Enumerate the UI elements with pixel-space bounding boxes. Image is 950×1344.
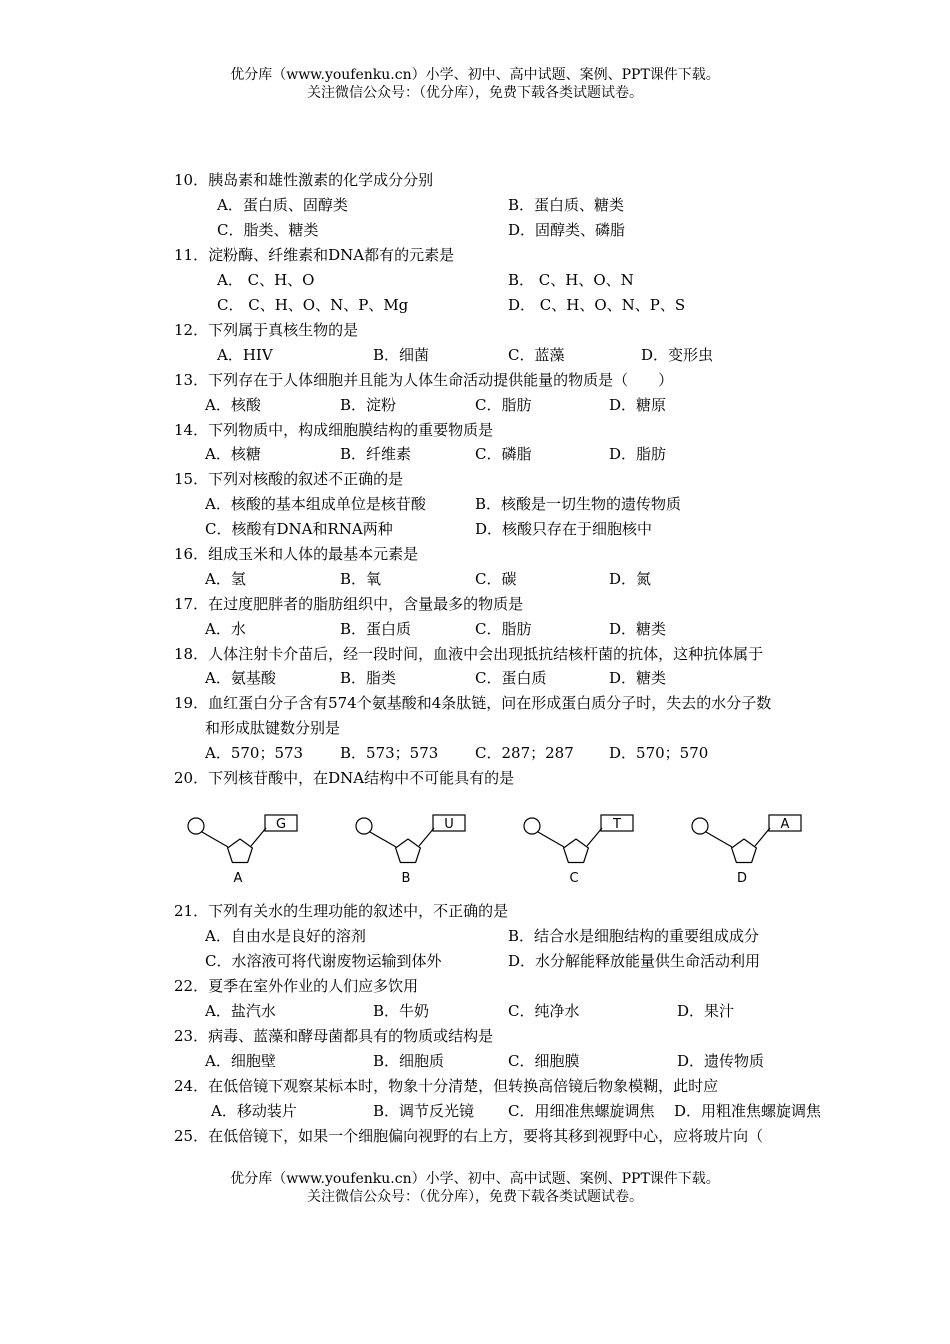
question-19-stem: 19．血红蛋白分子含有574个氨基酸和4条肽链，问在形成蛋白质分子时，失去的水分子数: [174, 694, 772, 712]
q21-option-c: C．水溶液可将代谢废物运输到体外: [205, 952, 442, 970]
pentose-sugar: [564, 839, 589, 863]
question-24-stem: 24．在低倍镜下观察某标本时，物象十分清楚，但转换高倍镜后物象模糊，此时应: [174, 1077, 719, 1095]
q14-option-b: B．纤维素: [340, 445, 412, 463]
question-21-stem: 21．下列有关水的生理功能的叙述中，不正确的是: [174, 902, 509, 920]
base-bond: [251, 828, 266, 846]
q18-option-b: B．脂类: [340, 669, 397, 687]
pentose-sugar: [396, 839, 421, 863]
question-19-stem-continued: 和形成肽键数分别是: [205, 719, 341, 737]
question-14-stem: 14．下列物质中，构成细胞膜结构的重要物质是: [174, 421, 494, 439]
q15-option-d: D．核酸只存在于细胞核中: [475, 520, 653, 538]
base-letter: G: [275, 817, 287, 832]
question-17-stem: 17．在过度肥胖者的脂肪组织中，含量最多的物质是: [174, 595, 524, 613]
nucleotide-label: B: [401, 871, 411, 886]
q23-option-b: B．细胞质: [373, 1052, 445, 1070]
pentose-sugar: [732, 839, 757, 863]
q22-option-d: D．果汁: [677, 1002, 735, 1020]
q12-option-d: D．变形虫: [641, 346, 714, 364]
q13-option-c: C．脂肪: [475, 396, 532, 414]
phosphate-bond: [202, 832, 228, 847]
top-banner: [0, 66, 950, 102]
question-11-stem: 11．淀粉酶、纤维素和DNA都有的元素是: [174, 246, 455, 264]
question-10-stem: 10．胰岛素和雄性激素的化学成分分别: [174, 171, 434, 189]
question-18-stem: 18．人体注射卡介苗后，经一段时间，血液中会出现抵抗结核杆菌的抗体，这种抗体属于: [174, 645, 764, 663]
q10-option-b: B．蛋白质、糖类: [508, 196, 625, 214]
q24-option-d: D．用粗准焦螺旋调焦: [674, 1102, 822, 1120]
footer-line-2: 关注微信公众号：（优分库），免费下载各类试题试卷。: [307, 1189, 643, 1205]
q17-option-b: B．蛋白质: [340, 620, 412, 638]
q16-option-d: D．氮: [609, 570, 652, 588]
nucleotide-a: [188, 815, 297, 886]
q11-option-c: C． C、H、O、N、P、Mg: [217, 296, 409, 314]
q19-option-c: C．287；287: [475, 744, 574, 762]
nucleotide-d: [692, 815, 801, 886]
q19-option-d: D．570；570: [609, 744, 709, 762]
q13-option-b: B．淀粉: [340, 396, 397, 414]
question-13-stem: 13．下列存在于人体细胞并且能为人体生命活动提供能量的物质是（ ）: [174, 371, 674, 389]
q11-option-b: B． C、H、O、N: [508, 271, 634, 289]
q14-option-c: C．磷脂: [475, 445, 532, 463]
q14-option-d: D．脂肪: [609, 445, 667, 463]
base-bond: [755, 828, 770, 846]
q23-option-c: C．细胞膜: [508, 1052, 580, 1070]
q17-option-c: C．脂肪: [475, 620, 532, 638]
q15-option-c: C．核酸有DNA和RNA两种: [205, 520, 393, 538]
q18-option-a: A．氨基酸: [205, 669, 276, 687]
q10-option-c: C．脂类、糖类: [217, 221, 319, 239]
q12-option-c: C．蓝藻: [508, 346, 565, 364]
question-16-stem: 16．组成玉米和人体的最基本元素是: [174, 545, 419, 563]
banner-line-1: 优分库（www.youfenku.cn）小学、初中、高中试题、案例、PPT课件下载。: [230, 67, 720, 83]
phosphate-bond: [538, 832, 564, 847]
q16-option-b: B．氧: [340, 570, 382, 588]
phosphate-circle: [356, 818, 372, 834]
q24-option-a: A．移动装片: [211, 1102, 297, 1120]
q24-option-c: C．用细准焦螺旋调焦: [508, 1102, 655, 1120]
q23-option-d: D．遗传物质: [677, 1052, 765, 1070]
q15-option-a: A．核酸的基本组成单位是核苷酸: [205, 495, 426, 513]
q19-option-a: A．570；573: [205, 744, 304, 762]
q21-option-d: D．水分解能释放能量供生命活动利用: [508, 952, 761, 970]
nucleotide-b: [356, 815, 465, 886]
question-15-stem: 15．下列对核酸的叙述不正确的是: [174, 470, 404, 488]
nucleotide-c: [524, 815, 633, 886]
q12-option-a: A．HIV: [217, 346, 273, 364]
base-letter: A: [780, 817, 790, 832]
q13-option-d: D．糖原: [609, 396, 667, 414]
q10-option-d: D．固醇类、磷脂: [508, 221, 626, 239]
base-bond: [419, 828, 434, 846]
nucleotide-label: D: [736, 871, 748, 886]
q16-option-c: C．碳: [475, 570, 517, 588]
phosphate-bond: [706, 832, 732, 847]
question-23-stem: 23．病毒、蓝藻和酵母菌都具有的物质或结构是: [174, 1027, 494, 1045]
q19-option-b: B．573；573: [340, 744, 439, 762]
q14-option-a: A．核糖: [205, 445, 261, 463]
phosphate-bond: [370, 832, 396, 847]
q23-option-a: A．细胞壁: [205, 1052, 276, 1070]
q18-option-c: C．蛋白质: [475, 669, 547, 687]
q11-option-d: D． C、H、O、N、P、S: [508, 296, 686, 314]
q18-option-d: D．糖类: [609, 669, 667, 687]
phosphate-circle: [692, 818, 708, 834]
nucleotide-figure: [170, 806, 830, 888]
q17-option-a: A．水: [205, 620, 246, 638]
q21-option-a: A．自由水是良好的溶剂: [205, 927, 366, 945]
base-bond: [587, 828, 602, 846]
phosphate-circle: [188, 818, 204, 834]
q22-option-c: C．纯净水: [508, 1002, 580, 1020]
q24-option-b: B．调节反光镜: [373, 1102, 475, 1120]
nucleotide-label: A: [233, 871, 243, 886]
banner-line-2: 关注微信公众号：（优分库），免费下载各类试题试卷。: [307, 85, 643, 101]
phosphate-circle: [524, 818, 540, 834]
footer-line-1: 优分库（www.youfenku.cn）小学、初中、高中试题、案例、PPT课件下载。: [230, 1171, 720, 1187]
q17-option-d: D．糖类: [609, 620, 667, 638]
q22-option-b: B．牛奶: [373, 1002, 430, 1020]
q21-option-b: B．结合水是细胞结构的重要组成成分: [508, 927, 760, 945]
bottom-banner: [0, 1170, 950, 1206]
question-22-stem: 22．夏季在室外作业的人们应多饮用: [174, 977, 419, 995]
q22-option-a: A．盐汽水: [205, 1002, 276, 1020]
question-12-stem: 12．下列属于真核生物的是: [174, 321, 359, 339]
q10-option-a: A．蛋白质、固醇类: [217, 196, 348, 214]
q16-option-a: A．氢: [205, 570, 246, 588]
question-20-stem: 20．下列核苷酸中，在DNA结构中不可能具有的是: [174, 769, 515, 787]
pentose-sugar: [228, 839, 253, 863]
base-letter: T: [613, 817, 621, 832]
q11-option-a: A． C、H、O: [217, 271, 315, 289]
q12-option-b: B．细菌: [373, 346, 430, 364]
base-letter: U: [444, 817, 454, 832]
q13-option-a: A．核酸: [205, 396, 261, 414]
nucleotide-label: C: [569, 871, 579, 886]
question-25-stem: 25．在低倍镜下，如果一个细胞偏向视野的右上方，要将其移到视野中心，应将玻片向（: [174, 1127, 764, 1145]
q15-option-b: B．核酸是一切生物的遗传物质: [475, 495, 682, 513]
